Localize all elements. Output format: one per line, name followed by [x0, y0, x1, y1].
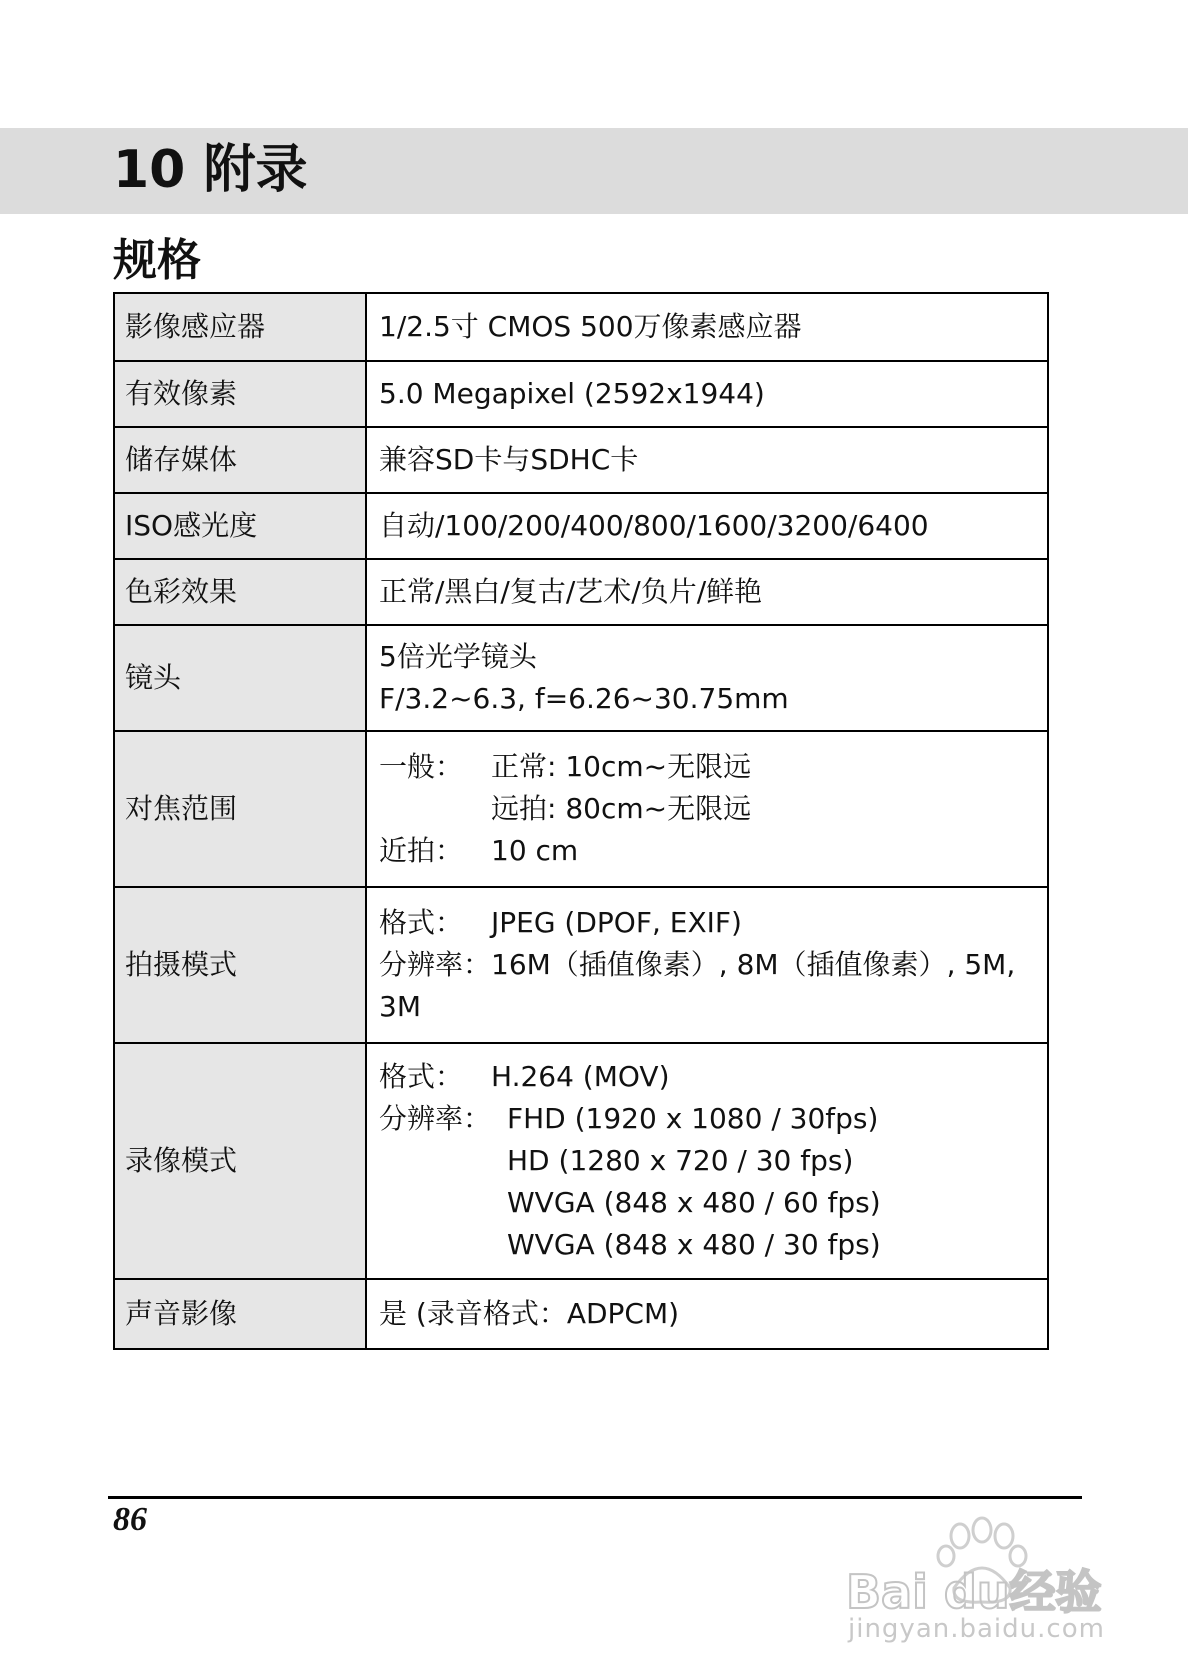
- table-row: [114, 1279, 1048, 1349]
- spec-label: 镜头: [114, 625, 366, 731]
- photo-format-value: JPEG (DPOF, EXIF): [491, 906, 742, 939]
- photo-resolution: 分辨率：16M（插值像素）, 8M（插值像素）, 5M, 3M: [379, 948, 1016, 1023]
- spec-value: [366, 293, 1048, 361]
- focus-far-value: 远拍: 80cm~无限远: [491, 792, 752, 825]
- focus-far-row: [379, 788, 1037, 830]
- spec-label: 有效像素: [114, 361, 366, 427]
- photo-format-prefix: 格式：: [379, 906, 464, 939]
- spec-label: 色彩效果: [114, 559, 366, 625]
- page-number: 86: [113, 1501, 147, 1538]
- video-resolution: WVGA (848 x 480 / 60 fps): [507, 1186, 881, 1219]
- chapter-title: [113, 138, 308, 202]
- table-row: [114, 559, 1048, 625]
- table-row: [114, 887, 1048, 1043]
- video-resolution: WVGA (848 x 480 / 30 fps): [507, 1228, 881, 1261]
- table-row: [114, 493, 1048, 559]
- spec-label: 拍摄模式: [114, 887, 366, 1043]
- spec-label: 储存媒体: [114, 427, 366, 493]
- table-row: [114, 361, 1048, 427]
- spec-label: 录像模式: [114, 1043, 366, 1279]
- video-format-row: [379, 1056, 1037, 1098]
- focus-normal-row: [379, 746, 1037, 788]
- spec-value: [366, 625, 1048, 731]
- spec-value: [366, 493, 1048, 559]
- spec-value: [366, 361, 1048, 427]
- chapter-number: 10: [113, 140, 186, 200]
- video-format-prefix: 格式：: [379, 1060, 464, 1093]
- table-row: [114, 1043, 1048, 1279]
- video-resolution: HD (1280 x 720 / 30 fps): [507, 1144, 854, 1177]
- focus-macro-prefix: 近拍：: [379, 834, 464, 867]
- spec-table: [113, 292, 1049, 1350]
- focus-normal-value: 正常: 10cm~无限远: [491, 750, 752, 783]
- spec-value: [366, 1279, 1048, 1349]
- focus-macro-value: 10 cm: [491, 834, 579, 867]
- table-row: [114, 625, 1048, 731]
- spec-line: 兼容SD卡与SDHC卡: [379, 443, 639, 476]
- spec-line: 5.0 Megapixel (2592x1944): [379, 377, 765, 410]
- video-resolution-row: [379, 1098, 1037, 1266]
- spec-line: 正常/黑白/复古/艺术/负片/鲜艳: [379, 575, 763, 608]
- spec-label: 声音影像: [114, 1279, 366, 1349]
- focus-macro-row: [379, 830, 1037, 872]
- spec-line: 1/2.5寸 CMOS 500万像素感应器: [379, 310, 802, 343]
- spec-line: F/3.2~6.3, f=6.26~30.75mm: [379, 682, 789, 715]
- table-row: [114, 427, 1048, 493]
- spec-line: 自动/100/200/400/800/1600/3200/6400: [379, 509, 929, 542]
- footer-rule: [108, 1496, 1082, 1499]
- video-format-value: H.264 (MOV): [491, 1060, 670, 1093]
- spec-value: [366, 559, 1048, 625]
- spec-value: [366, 887, 1048, 1043]
- table-row: [114, 731, 1048, 887]
- baidu-watermark-logo: [842, 1508, 1102, 1628]
- section-title: 规格: [113, 235, 201, 286]
- spec-label: 影像感应器: [114, 293, 366, 361]
- photo-format-row: [379, 902, 1037, 944]
- chapter-name: 附录: [203, 140, 308, 200]
- spec-label: ISO感光度: [114, 493, 366, 559]
- spec-value: [366, 731, 1048, 887]
- focus-normal-prefix: 一般：: [379, 750, 464, 783]
- video-resolution: FHD (1920 x 1080 / 30fps): [507, 1102, 879, 1135]
- spec-line: 5倍光学镜头: [379, 640, 537, 673]
- table-row: [114, 293, 1048, 361]
- watermark-logo-text: Bai du经验: [846, 1565, 1102, 1619]
- spec-label: 对焦范围: [114, 731, 366, 887]
- spec-value: [366, 1043, 1048, 1279]
- video-resolution-prefix: 分辨率：: [379, 1102, 492, 1135]
- spec-value: [366, 427, 1048, 493]
- spec-line: 是 (录音格式：ADPCM): [379, 1297, 680, 1330]
- watermark-url: jingyan.baidu.com: [848, 1614, 1105, 1644]
